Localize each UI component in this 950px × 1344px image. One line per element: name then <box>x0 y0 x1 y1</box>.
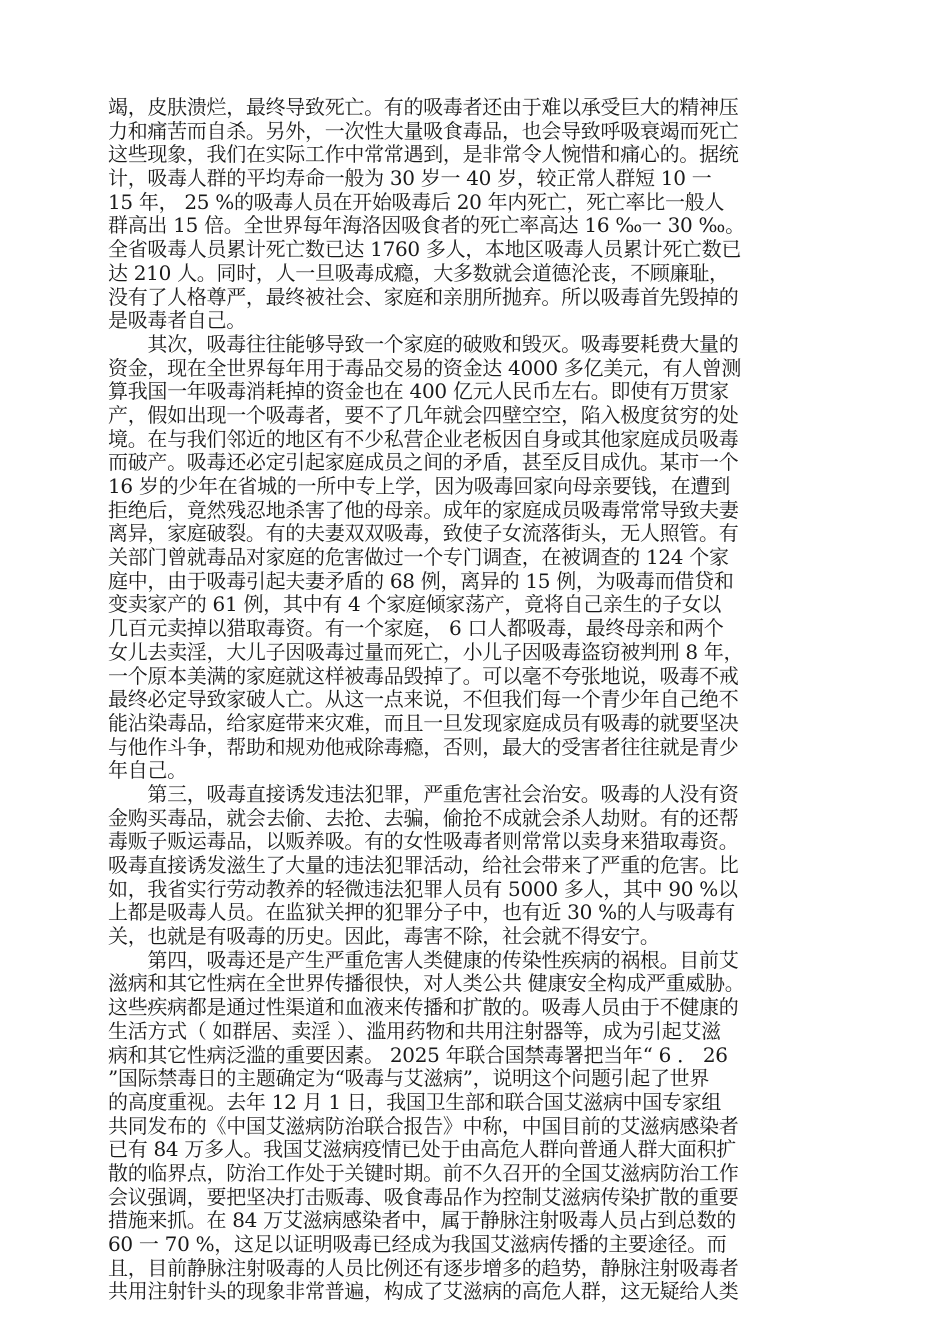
text-line: 关部门曾就毒品对家庭的危害做过一个专门调查，在被调查的 124 个家 <box>108 546 729 570</box>
text-line: 第三，吸毒直接诱发违法犯罪，严重危害社会治安。吸毒的人没有资 <box>108 782 739 806</box>
text-line: 滋病和其它性病在全世界传播很快，对人类公共 健康安全构成严重威胁。 <box>108 972 745 996</box>
text-line: 已有 84 万多人。我国艾滋病疫情已处于由高危人群向普通人群大面积扩 <box>108 1138 736 1162</box>
text-line: 全省吸毒人员累计死亡数已达 1760 多人，本地区吸毒人员累计死亡数已 <box>108 238 742 262</box>
text-line: 上都是吸毒人员。在监狱关押的犯罪分子中，也有近 30 %的人与吸毒有 <box>108 901 735 925</box>
text-line: 离异，家庭破裂。有的夫妻双双吸毒，致使子女流落街头，无人照管。有 <box>108 522 739 546</box>
text-line: 措施来抓。在 84 万艾滋病感染者中，属于静脉注射吸毒人员占到总数的 <box>108 1209 736 1233</box>
text-line: 生活方式（ 如群居、卖淫 ）、滥用药物和共用注射器等，成为引起艾滋 <box>108 1019 721 1043</box>
text-line: 这些现象，我们在实际工作中常常遇到，是非常令人惋惜和痛心的。据统 <box>108 143 739 167</box>
text-line: 庭中，由于吸毒引起夫妻矛盾的 68 例，离异的 15 例，为吸毒而借贷和 <box>108 569 734 593</box>
text-line: 群高出 15 倍。全世界每年海洛因吸食者的死亡率高达 16 ‰一 30 ‰。 <box>108 214 745 238</box>
text-line: 最终必定导致家破人亡。从这一点来说，不但我们每一个青少年自己绝不 <box>108 688 739 712</box>
text-line: 第四，吸毒还是产生严重危害人类健康的传染性疾病的祸根。目前艾 <box>108 948 739 972</box>
text-line: 的高度重视。去年 12 月 1 日，我国卫生部和联合国艾滋病中国专家组 <box>108 1090 722 1114</box>
body-text <box>108 96 864 1304</box>
text-line: 且，目前静脉注射吸毒的人员比例还有逐步增多的趋势，静脉注射吸毒者 <box>108 1256 739 1280</box>
text-line: 金购买毒品，就会去偷、去抢、去骗，偷抢不成就会杀人劫财。有的还帮 <box>108 806 739 830</box>
text-line: 共同发布的《中国艾滋病防治联合报告》中称，中国目前的艾滋病感染者 <box>108 1114 739 1138</box>
text-line: 毒贩子贩运毒品，以贩养吸。有的女性吸毒者则常常以卖身来猎取毒资。 <box>108 830 739 854</box>
text-line: 力和痛苦而自杀。另外，一次性大量吸食毒品，也会导致呼吸衰竭而死亡 <box>108 119 739 143</box>
text-line: 15 年， 25 %的吸毒人员在开始吸毒后 20 年内死亡，死亡率比一般人 <box>108 190 725 214</box>
text-line: 变卖家产的 61 例，其中有 4 个家庭倾家荡产，竟将自己亲生的子女以 <box>108 593 722 617</box>
text-line: 算我国一年吸毒消耗掉的资金也在 400 亿元人民币左右。即使有万贯家 <box>108 380 729 404</box>
text-line: 没有了人格尊严，最终被社会、家庭和亲朋所抛弃。所以吸毒首先毁掉的 <box>108 285 739 309</box>
text-line: 而破产。吸毒还必定引起家庭成员之间的矛盾，甚至反目成仇。某市一个 <box>108 451 739 475</box>
text-line: 境。在与我们邻近的地区有不少私营企业老板因自身或其他家庭成员吸毒 <box>108 427 739 451</box>
text-line: 一个原本美满的家庭就这样被毒品毁掉了。可以毫不夸张地说，吸毒不戒 <box>108 664 739 688</box>
text-line: 共用注射针头的现象非常普遍，构成了艾滋病的高危人群，这无疑给人类 <box>108 1280 739 1304</box>
text-line: 如，我省实行劳动教养的轻微违法犯罪人员有 5000 多人，其中 90 %以 <box>108 877 738 901</box>
text-line: 女儿去卖淫，大儿子因吸毒过量而死亡，小儿子因吸毒盗窃被判刑 8 年， <box>108 640 744 664</box>
text-line: 计，吸毒人群的平均寿命一般为 30 岁一 40 岁，较正常人群短 10 一 <box>108 167 712 191</box>
text-line: 60 一 70 %，这足以证明吸毒已经成为我国艾滋病传播的主要途径。而 <box>108 1233 727 1256</box>
text-line: 其次，吸毒往往能够导致一个家庭的破败和毁灭。吸毒要耗费大量的 <box>108 332 739 356</box>
text-line: 年自己。 <box>108 759 187 783</box>
text-line: 产，假如出现一个吸毒者，要不了几年就会四壁空空，陷入极度贫穷的处 <box>108 403 739 427</box>
text-line: 这些疾病都是通过性渠道和血液来传播和扩散的。吸毒人员由于不健康的 <box>108 996 739 1020</box>
text-line: 16 岁的少年在省城的一所中专上学，因为吸毒回家向母亲要钱，在遭到 <box>108 475 730 498</box>
text-line: 达 210 人。同时，人一旦吸毒成瘾，大多数就会道德沦丧，不顾廉耻， <box>108 261 729 285</box>
text-line: 与他作斗争，帮助和规劝他戒除毒瘾，否则，最大的受害者往往就是青少 <box>108 735 739 759</box>
text-line: 吸毒直接诱发滋生了大量的违法犯罪活动，给社会带来了严重的危害。比 <box>108 854 739 877</box>
text-line: 竭，皮肤溃烂，最终导致死亡。有的吸毒者还由于难以承受巨大的精神压 <box>108 96 739 119</box>
text-line: 拒绝后，竟然残忍地杀害了他的母亲。成年的家庭成员吸毒常常导致夫妻 <box>108 498 739 522</box>
text-line: 病和其它性病泛滥的重要因素。 2025 年联合国禁毒署把当年“ 6 ． 26 <box>108 1043 728 1067</box>
text-line: 是吸毒者自己。 <box>108 309 246 333</box>
text-line: 资金，现在全世界每年用于毒品交易的资金达 4000 多亿美元，有人曾测 <box>108 356 742 380</box>
text-line: 散的临界点，防治工作处于关键时期。前不久召开的全国艾滋病防治工作 <box>108 1161 739 1185</box>
text-line: 会议强调，要把坚决打击贩毒、吸食毒品作为控制艾滋病传染扩散的重要 <box>108 1185 739 1209</box>
text-line: ”国际禁毒日的主题确定为“吸毒与艾滋病”，说明这个问题引起了世界 <box>108 1067 710 1091</box>
text-line: 能沾染毒品，给家庭带来灾难，而且一旦发现家庭成员有吸毒的就要坚决 <box>108 711 739 735</box>
text-line: 关，也就是有吸毒的历史。因此，毒害不除，社会就不得安宁。 <box>108 925 660 949</box>
text-line: 几百元卖掉以猎取毒资。有一个家庭， 6 口人都吸毒，最终母亲和两个 <box>108 617 724 641</box>
